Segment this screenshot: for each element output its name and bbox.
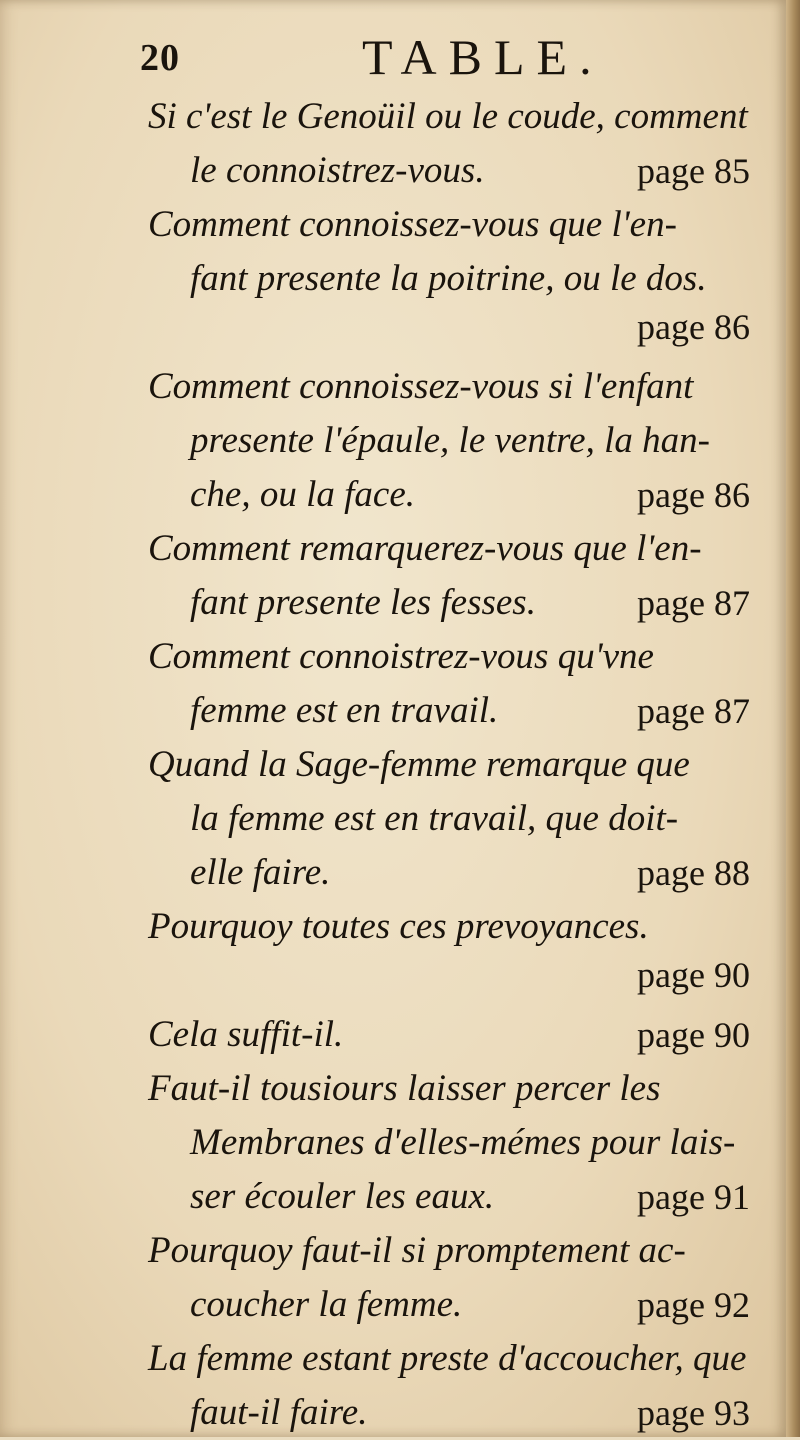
entry-line <box>0 1278 786 1332</box>
entry-text: ser écouler les eaux. <box>190 1176 495 1217</box>
entry-line <box>0 252 786 306</box>
page-reference: page 88 <box>637 853 750 893</box>
entry-text: le connoistrez-vous. <box>190 150 485 191</box>
entry-text: femme est en travail. <box>190 690 499 731</box>
entry-line <box>0 630 786 684</box>
entry-line <box>0 414 786 468</box>
entry-line <box>0 522 786 576</box>
toc-entry <box>0 1008 786 1062</box>
entry-text: Cela suffit-il. <box>148 1014 344 1055</box>
page-reference-line <box>0 306 786 360</box>
entry-text: presente l'épaule, le ventre, la han- <box>190 420 710 461</box>
page-reference: page 86 <box>637 475 750 515</box>
entry-text: faut-il faire. <box>190 1392 368 1433</box>
running-head: TABLE. <box>362 29 604 85</box>
toc-entry <box>0 900 786 1008</box>
entry-text: che, ou la face. <box>190 474 415 515</box>
entry-line <box>0 576 786 630</box>
entry-text: Comment connoissez-vous si l'enfant <box>148 366 694 407</box>
page-reference: page 93 <box>637 1393 750 1433</box>
entry-text: fant presente la poitrine, ou le dos. <box>190 258 707 299</box>
page-reference: page 92 <box>637 1285 750 1325</box>
entry-line <box>0 792 786 846</box>
page-header <box>140 28 760 88</box>
toc-entry <box>0 522 786 630</box>
entry-line <box>0 1116 786 1170</box>
page-reference: page 91 <box>637 1177 750 1217</box>
page-reference: page 90 <box>637 955 750 995</box>
toc-entry <box>0 1332 786 1440</box>
page-reference: page 86 <box>637 307 750 347</box>
entry-text: Comment remarquerez-vous que l'en- <box>148 528 702 569</box>
entry-line <box>0 1386 786 1440</box>
entry-line <box>0 1224 786 1278</box>
entry-line <box>0 1062 786 1116</box>
entry-text: elle faire. <box>190 852 331 893</box>
page-number: 20 <box>140 37 180 79</box>
page-reference: page 90 <box>637 1015 750 1055</box>
toc-entry <box>0 360 786 522</box>
page-reference-line <box>0 954 786 1008</box>
entry-line <box>0 360 786 414</box>
entry-line <box>0 144 786 198</box>
entry-line <box>0 198 786 252</box>
entry-text: Faut-il tousiours laisser percer les <box>148 1068 661 1109</box>
entry-text: La femme estant preste d'accoucher, que <box>148 1338 747 1379</box>
entry-text: Comment connoistrez-vous qu'vne <box>148 636 654 677</box>
entry-text: Pourquoy faut-il si promptement ac- <box>148 1230 686 1271</box>
entry-text: Pourquoy toutes ces prevoyances. <box>148 906 649 947</box>
entry-line <box>0 846 786 900</box>
entry-line <box>0 1332 786 1386</box>
page-reference: page 87 <box>637 691 750 731</box>
entry-text: la femme est en travail, que doit- <box>190 798 679 839</box>
entry-line <box>0 738 786 792</box>
entry-text: Si c'est le Genoüil ou le coude, comment <box>148 96 748 137</box>
entry-line <box>0 684 786 738</box>
entry-text: coucher la femme. <box>190 1284 463 1325</box>
entry-line <box>0 90 786 144</box>
page-reference: page 85 <box>637 151 750 191</box>
page-reference: page 87 <box>637 583 750 623</box>
toc-entry <box>0 1224 786 1332</box>
entry-line <box>0 1170 786 1224</box>
entry-text: Comment connoissez-vous que l'en- <box>148 204 677 245</box>
toc-entry <box>0 738 786 900</box>
entry-text: Membranes d'elles-mémes pour lais- <box>190 1122 736 1163</box>
toc-entry <box>0 630 786 738</box>
page-edge <box>786 0 800 1437</box>
toc-entry <box>0 90 786 198</box>
entry-line <box>0 900 786 954</box>
table-of-contents <box>0 90 786 1440</box>
entry-text: fant presente les fesses. <box>190 582 536 623</box>
toc-entry <box>0 198 786 360</box>
entry-line <box>0 468 786 522</box>
entry-text: Quand la Sage-femme remarque que <box>148 744 690 785</box>
toc-entry <box>0 1062 786 1224</box>
entry-line <box>0 1008 786 1062</box>
